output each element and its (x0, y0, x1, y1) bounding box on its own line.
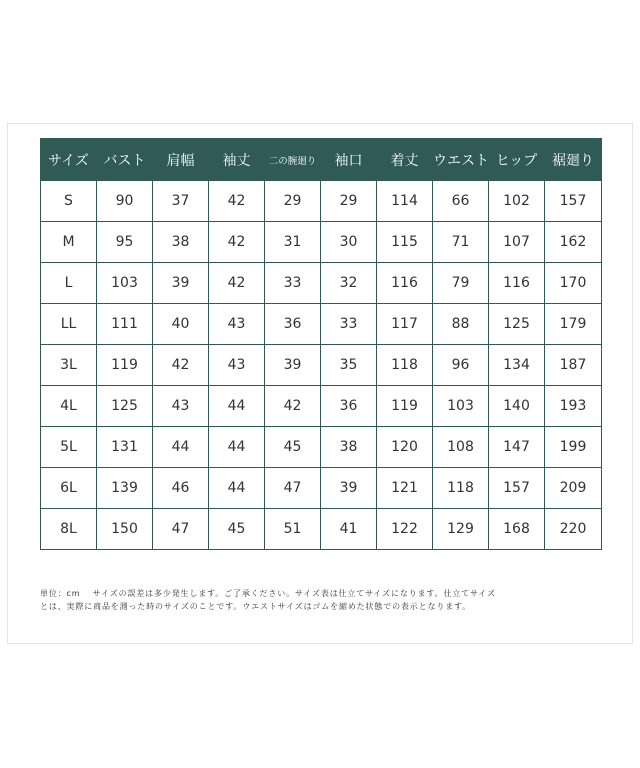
header-waist: ウエスト (433, 139, 489, 181)
table-row (41, 222, 602, 263)
measurement-cell: 38 (153, 222, 209, 263)
measurement-cell: 170 (545, 263, 602, 304)
table-body (41, 181, 602, 550)
measurement-cell: 90 (97, 181, 153, 222)
header-hip: ヒップ (489, 139, 545, 181)
measurement-cell: 168 (489, 509, 545, 550)
measurement-cell: 44 (209, 427, 265, 468)
measurement-cell: 122 (377, 509, 433, 550)
measurement-cell: 157 (545, 181, 602, 222)
measurement-cell: 51 (265, 509, 321, 550)
table-row (41, 427, 602, 468)
table-row (41, 509, 602, 550)
measurement-cell: 42 (153, 345, 209, 386)
measurement-cell: 42 (265, 386, 321, 427)
table-row (41, 304, 602, 345)
measurement-cell: 31 (265, 222, 321, 263)
measurement-cell: 44 (209, 386, 265, 427)
measurement-cell: 39 (265, 345, 321, 386)
size-label-cell: 6L (41, 468, 97, 509)
header-sleeve-length: 袖丈 (209, 139, 265, 181)
measurement-cell: 116 (377, 263, 433, 304)
size-note-line1: 単位：cm サイズの誤差は多少発生します。ご了承ください。サイズ表は仕立てサイズになります。仕立てサイズ (40, 589, 496, 598)
measurement-cell: 220 (545, 509, 602, 550)
header-cuff: 袖口 (321, 139, 377, 181)
measurement-cell: 43 (209, 345, 265, 386)
measurement-cell: 199 (545, 427, 602, 468)
table-row (41, 181, 602, 222)
measurement-cell: 209 (545, 468, 602, 509)
measurement-cell: 119 (377, 386, 433, 427)
size-label-cell: 4L (41, 386, 97, 427)
measurement-cell: 107 (489, 222, 545, 263)
measurement-cell: 45 (265, 427, 321, 468)
size-label-cell: LL (41, 304, 97, 345)
measurement-cell: 193 (545, 386, 602, 427)
measurement-cell: 96 (433, 345, 489, 386)
measurement-cell: 42 (209, 181, 265, 222)
measurement-cell: 111 (97, 304, 153, 345)
measurement-cell: 47 (153, 509, 209, 550)
measurement-cell: 33 (321, 304, 377, 345)
measurement-cell: 162 (545, 222, 602, 263)
measurement-cell: 150 (97, 509, 153, 550)
measurement-cell: 125 (489, 304, 545, 345)
header-size: サイズ (41, 139, 97, 181)
measurement-cell: 121 (377, 468, 433, 509)
table-row (41, 345, 602, 386)
header-length: 着丈 (377, 139, 433, 181)
size-label-cell: S (41, 181, 97, 222)
measurement-cell: 140 (489, 386, 545, 427)
measurement-cell: 44 (209, 468, 265, 509)
header-shoulder: 肩幅 (153, 139, 209, 181)
header-row (41, 139, 602, 181)
measurement-cell: 103 (97, 263, 153, 304)
measurement-cell: 116 (489, 263, 545, 304)
measurement-cell: 147 (489, 427, 545, 468)
measurement-cell: 43 (209, 304, 265, 345)
header-hem: 裾廻り (545, 139, 602, 181)
measurement-cell: 115 (377, 222, 433, 263)
table-row (41, 263, 602, 304)
measurement-cell: 79 (433, 263, 489, 304)
measurement-cell: 157 (489, 468, 545, 509)
measurement-cell: 139 (97, 468, 153, 509)
measurement-cell: 42 (209, 222, 265, 263)
size-label-cell: 5L (41, 427, 97, 468)
measurement-cell: 179 (545, 304, 602, 345)
measurement-cell: 29 (265, 181, 321, 222)
measurement-cell: 117 (377, 304, 433, 345)
measurement-cell: 118 (433, 468, 489, 509)
measurement-cell: 43 (153, 386, 209, 427)
measurement-cell: 118 (377, 345, 433, 386)
measurement-cell: 36 (265, 304, 321, 345)
measurement-cell: 30 (321, 222, 377, 263)
measurement-cell: 45 (209, 509, 265, 550)
measurement-cell: 44 (153, 427, 209, 468)
size-label-cell: L (41, 263, 97, 304)
measurement-cell: 187 (545, 345, 602, 386)
size-label-cell: M (41, 222, 97, 263)
measurement-cell: 46 (153, 468, 209, 509)
measurement-cell: 47 (265, 468, 321, 509)
measurement-cell: 39 (153, 263, 209, 304)
measurement-cell: 32 (321, 263, 377, 304)
measurement-cell: 125 (97, 386, 153, 427)
size-note (40, 588, 600, 613)
measurement-cell: 114 (377, 181, 433, 222)
measurement-cell: 38 (321, 427, 377, 468)
header-upper-arm: 二の腕廻り (265, 139, 321, 181)
measurement-cell: 33 (265, 263, 321, 304)
size-note-line2: とは、実際に商品を測った時のサイズのことです。ウエストサイズはゴムを縮めた状態での表示となります。 (40, 601, 472, 611)
measurement-cell: 36 (321, 386, 377, 427)
table-row (41, 468, 602, 509)
measurement-cell: 40 (153, 304, 209, 345)
measurement-cell: 102 (489, 181, 545, 222)
header-bust: バスト (97, 139, 153, 181)
measurement-cell: 29 (321, 181, 377, 222)
table-row (41, 386, 602, 427)
measurement-cell: 120 (377, 427, 433, 468)
measurement-cell: 88 (433, 304, 489, 345)
measurement-cell: 39 (321, 468, 377, 509)
measurement-cell: 95 (97, 222, 153, 263)
measurement-cell: 35 (321, 345, 377, 386)
measurement-cell: 41 (321, 509, 377, 550)
size-label-cell: 3L (41, 345, 97, 386)
measurement-cell: 42 (209, 263, 265, 304)
measurement-cell: 131 (97, 427, 153, 468)
measurement-cell: 66 (433, 181, 489, 222)
size-table (40, 138, 602, 550)
measurement-cell: 103 (433, 386, 489, 427)
measurement-cell: 71 (433, 222, 489, 263)
measurement-cell: 37 (153, 181, 209, 222)
measurement-cell: 134 (489, 345, 545, 386)
measurement-cell: 108 (433, 427, 489, 468)
measurement-cell: 119 (97, 345, 153, 386)
measurement-cell: 129 (433, 509, 489, 550)
size-label-cell: 8L (41, 509, 97, 550)
